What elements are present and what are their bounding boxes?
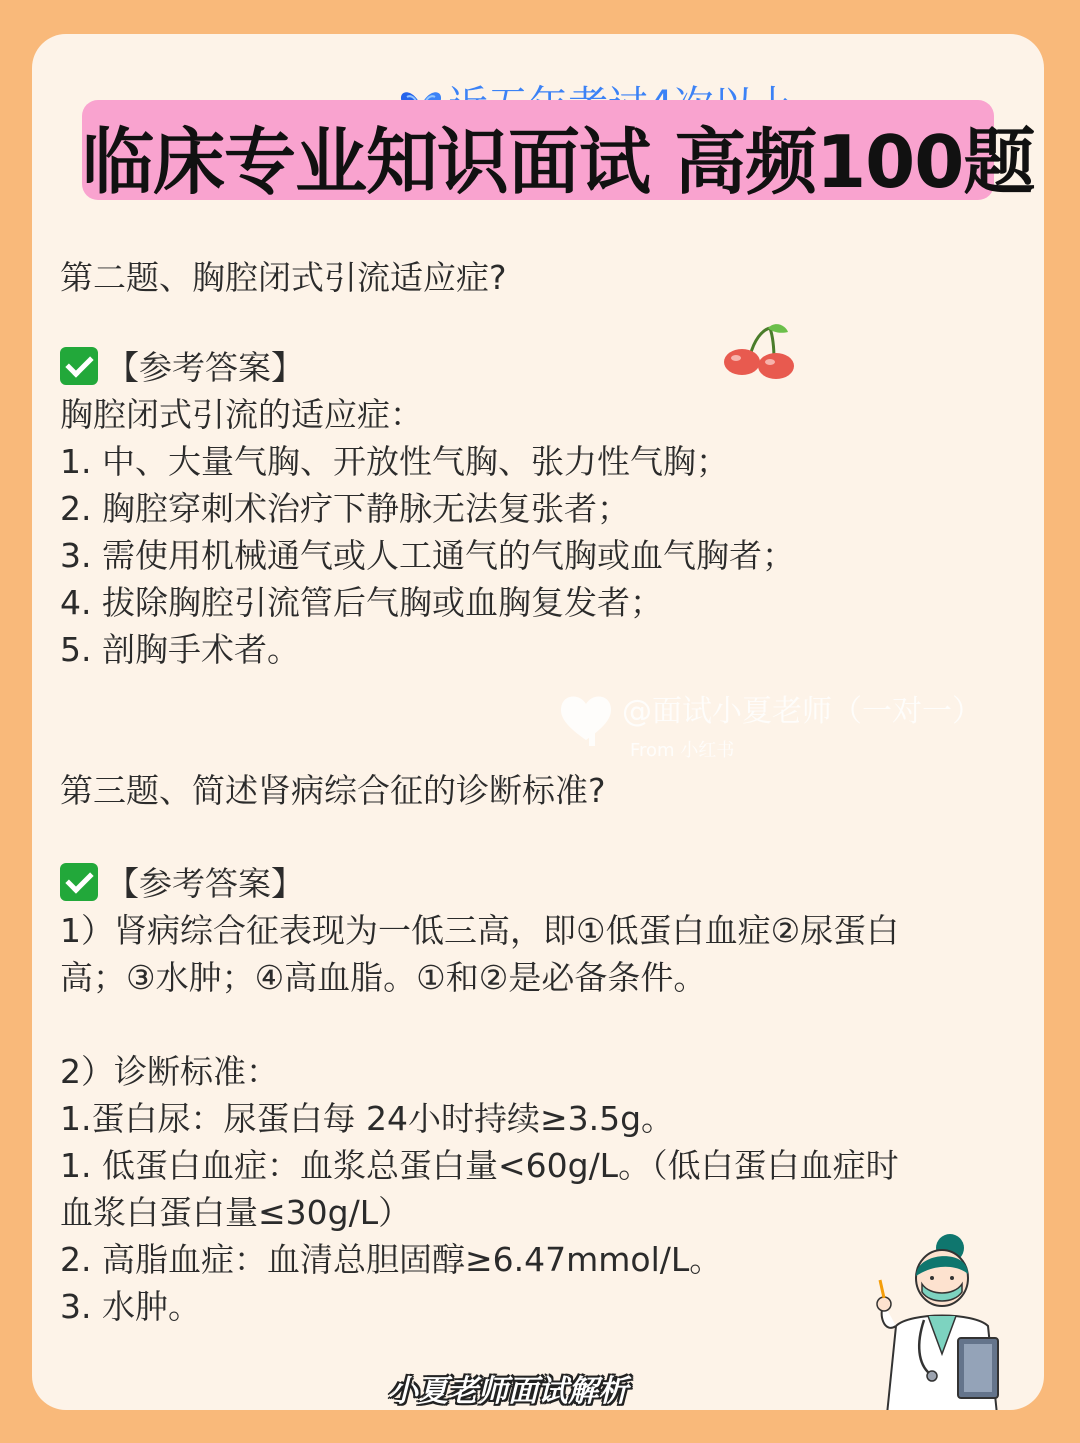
- question-3: 第三题、简述肾病综合征的诊断标准?: [60, 771, 606, 810]
- q3-line-5: 1. 低蛋白血症：血浆总蛋白量<60g/L。（低白蛋白血症时: [60, 1146, 899, 1185]
- q2-line-0: 胸腔闭式引流的适应症：: [60, 395, 423, 434]
- page-title: 临床专业知识面试 高频100题: [82, 120, 1035, 204]
- q2-line-2: 2. 胸腔穿刺术治疗下静脉无法复张者；: [60, 489, 630, 528]
- watermark-source: From 小红书: [630, 740, 735, 761]
- q2-line-5: 5. 剖胸手术者。: [60, 630, 300, 669]
- check-icon: [60, 347, 98, 385]
- answer-label-text: 【参考答案】: [106, 348, 304, 387]
- q3-line-1: 高；③水肿；④高血脂。①和②是必备条件。: [60, 958, 707, 997]
- answer-label-q2: [60, 344, 304, 391]
- heart-icon: [556, 688, 616, 748]
- question-2: 第二题、胸腔闭式引流适应症?: [60, 258, 507, 297]
- q3-line-0: 1）肾病综合征表现为一低三高，即①低蛋白血症②尿蛋白: [60, 911, 900, 950]
- q3-line-4: 1.蛋白尿：尿蛋白每 24小时持续≥3.5g。: [60, 1099, 675, 1138]
- q2-line-4: 4. 拔除胸腔引流管后气胸或血胸复发者；: [60, 583, 663, 622]
- answer-label-text: 【参考答案】: [106, 864, 304, 903]
- footer-caption: 小夏老师面试解析: [388, 1374, 628, 1409]
- q3-line-8: 3. 水肿。: [60, 1287, 201, 1326]
- q2-line-3: 3. 需使用机械通气或人工通气的气胸或血气胸者；: [60, 536, 795, 575]
- check-icon: [60, 863, 98, 901]
- cherry-icon: [722, 322, 802, 382]
- watermark-handle: @面试小夏老师（一对一）: [622, 694, 982, 729]
- q2-line-1: 1. 中、大量气胸、开放性气胸、张力性气胸；: [60, 442, 729, 481]
- doctor-illustration: [850, 1234, 1020, 1410]
- answer-label-q3: [60, 860, 304, 907]
- q3-line-6: 血浆白蛋白量≤30g/L）: [60, 1193, 412, 1232]
- q3-line-3: 2）诊断标准：: [60, 1052, 279, 1091]
- content-card: [32, 34, 1044, 1410]
- q3-line-7: 2. 高脂血症：血清总胆固醇≥6.47mmol/L。: [60, 1240, 723, 1279]
